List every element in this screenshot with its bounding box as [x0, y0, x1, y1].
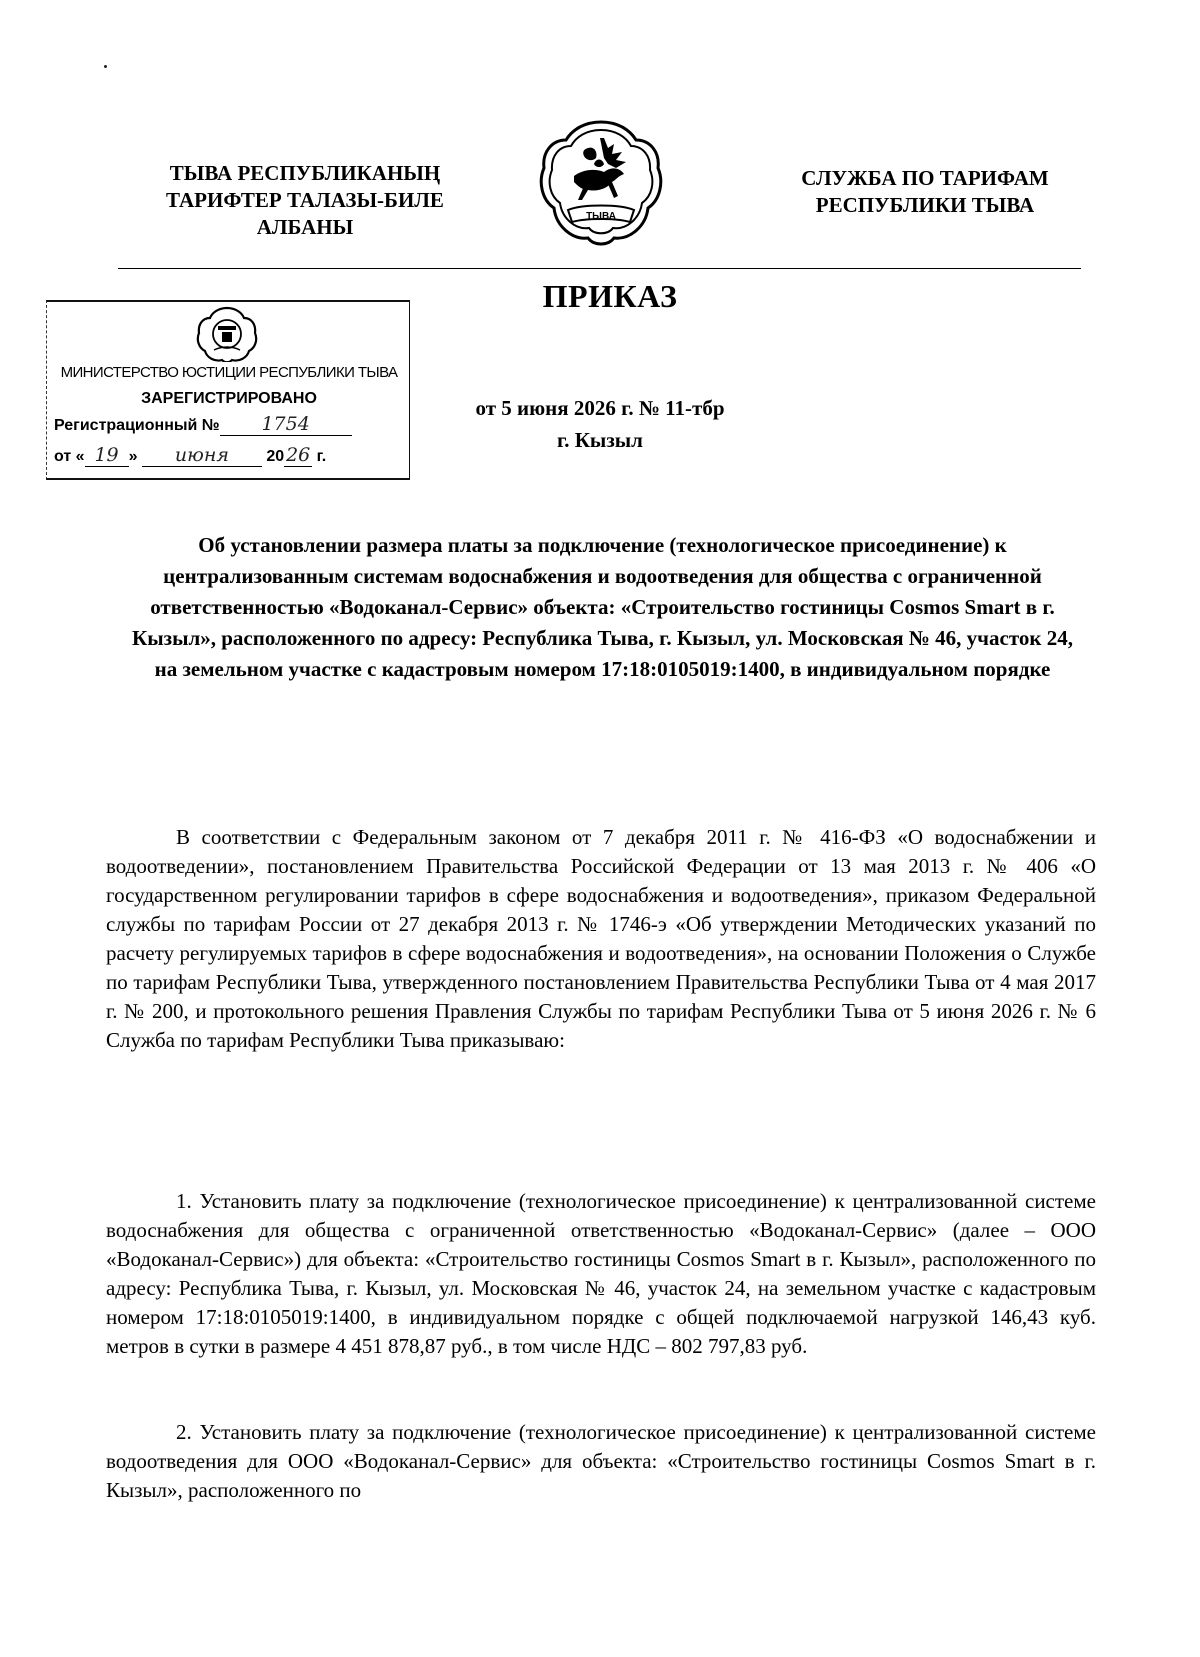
stamp-year-suffix: 26 — [286, 444, 311, 466]
clause-1-paragraph: 1. Установить плату за подключение (технологическое присоединение) к централизованной системе водоснабжения для общества с ограниченной ответственностью «Водоканал-Сервис» (далее – ООО «Водоканал-Сервис») для объекта: «Строительство гостиницы Cosmos Smart в г. Кызыл», расположенного по адресу: Республика Тыва, г. Кызыл, ул. Московская № 46, участок 24, на земельном участке с кадастровым номером 17:18:0105019:1400, в индивидуальном порядке с общей подключаемой нагрузкой 146,43 куб. метров в сутки в размере 4 451 878,87 руб., в том числе НДС – 802 797,83 руб. — [106, 1189, 1096, 1358]
preamble-paragraph: В соответствии с Федеральным законом от 7 декабря 2011 г. № 416-ФЗ «О водоснабжении и водоотведении», постановлением Правительства Российской Федерации от 13 мая 2013 г. № 406 «О государственном регулировании тарифов в сфере водоснабжения и водоотведения», приказом Федеральной службы по тарифам России от 27 декабря 2013 г. № 1746-э «Об утверждении Методических указаний по расчету регулируемых тарифов в сфере водоснабжения и водоотведения», на основании Положения о Службе по тарифам Республики Тыва, утвержденного постановлением Правительства Республики Тыва от 4 мая 2017 г. № 200, и протокольного решения Правления Службы по тарифам Республики Тыва от 5 июня 2026 г. № 6 Служба по тарифам Республики Тыва приказываю: — [106, 825, 1096, 1052]
header-divider — [118, 268, 1081, 269]
registration-stamp — [46, 300, 410, 478]
stamp-year-prefix: 20 — [266, 448, 285, 465]
order-date-number: от 5 июня 2026 г. № 11-тбр — [475, 396, 725, 420]
stamp-reg-label: Регистрационный № — [54, 417, 220, 434]
stamp-status: ЗАРЕГИСТРИРОВАНО — [141, 390, 317, 407]
ministry-seal-icon — [196, 306, 258, 362]
header-right-russian — [765, 165, 1085, 219]
scan-speck — [104, 65, 107, 68]
stamp-year-end: г. — [316, 448, 327, 465]
stamp-month: июня — [142, 444, 262, 467]
stamp-reg-number: 1754 — [220, 413, 352, 436]
header-left-line: ТАРИФТЕР ТАЛАЗЫ-БИЛЕ — [166, 188, 444, 212]
stamp-day: 19 — [85, 444, 129, 467]
header-right-line: РЕСПУБЛИКИ ТЫВА — [815, 193, 1035, 217]
document-title: ПРИКАЗ — [542, 278, 678, 314]
header-left-tuvan — [145, 160, 465, 241]
stamp-from-label: от « — [54, 448, 85, 465]
stamp-date-row — [54, 444, 410, 467]
tuva-coat-of-arms-emblem — [538, 118, 664, 250]
clause-2-paragraph: 2. Установить плату за подключение (технологическое присоединение) к централизованной системе водоотведения для ООО «Водоканал-Сервис» для объекта: «Строительство гостиницы Cosmos Smart в г. Кызыл», расположенного по — [106, 1420, 1096, 1502]
order-subject-heading: Об установлении размера платы за подключение (технологическое присоединение) к централизованным системам водоснабжения и водоотведения для общества с ограниченной ответственностью «Водоканал-Сервис» объекта: «Строительство гостиницы Cosmos Smart в г. Кызыл», расположенного по адресу: Республика Тыва, г. Кызыл, ул. Московская № 46, участок 24, на земельном участке с кадастровым номером 17:18:0105019:1400, в индивидуальном порядке — [132, 533, 1073, 681]
stamp-mid-label: » — [128, 448, 138, 465]
header-left-line: ТЫВА РЕСПУБЛИКАНЫҢ — [169, 161, 441, 185]
emblem-label: ТЫВА — [586, 211, 616, 222]
order-place: г. Кызыл — [557, 428, 643, 452]
header-right-line: СЛУЖБА ПО ТАРИФАМ — [801, 166, 1049, 190]
header-left-line: АЛБАНЫ — [256, 215, 354, 239]
stamp-reg-row — [54, 413, 410, 436]
stamp-ministry-name: МИНИСТЕРСТВО ЮСТИЦИИ РЕСПУБЛИКИ ТЫВА — [60, 364, 398, 381]
